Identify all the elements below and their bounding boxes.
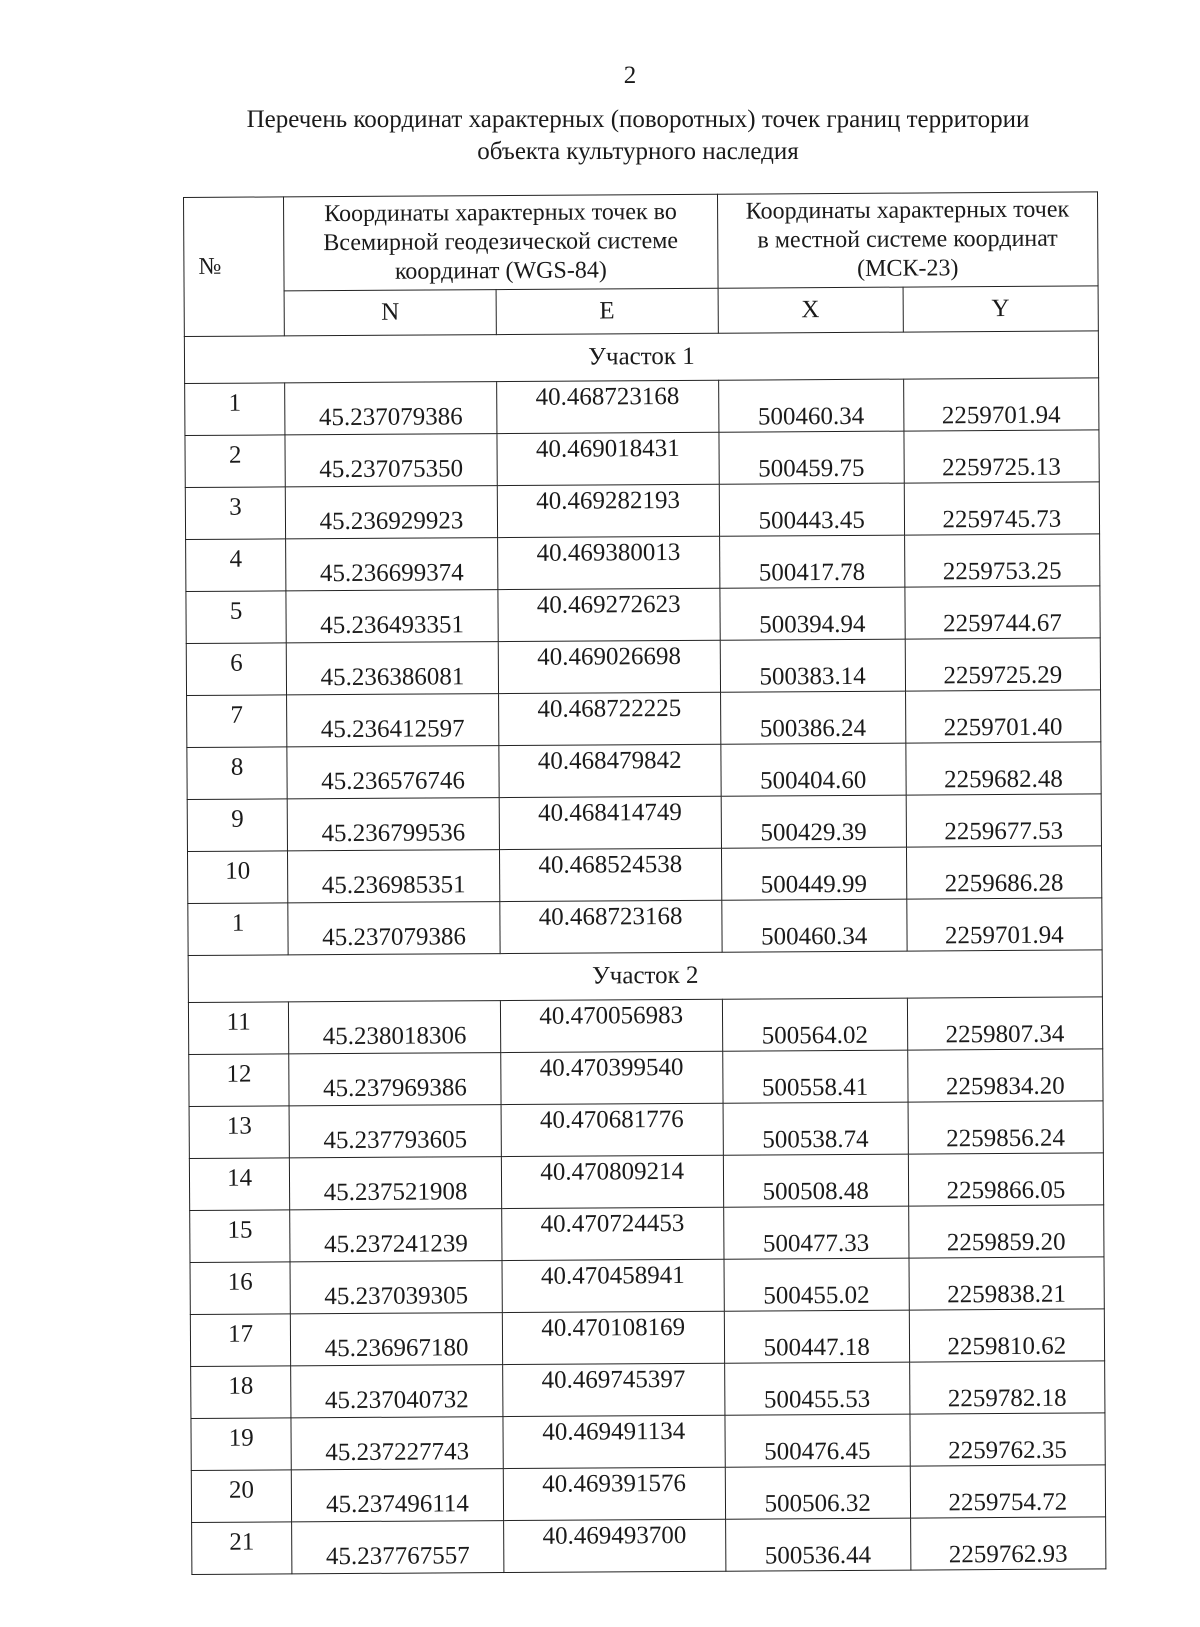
header-e: E	[496, 288, 718, 334]
cell-x: 500383.14	[720, 639, 905, 692]
cell-e: 40.469391576	[503, 1467, 725, 1520]
cell-e: 40.470724453	[501, 1207, 723, 1260]
table-row	[189, 1153, 1103, 1211]
cell-x: 500564.02	[722, 998, 907, 1051]
cell-n: 45.237079386	[285, 382, 497, 435]
cell-x: 500386.24	[720, 691, 905, 744]
table-row	[190, 1205, 1104, 1263]
table-row	[191, 1413, 1105, 1471]
cell-e: 40.468524538	[499, 848, 721, 901]
cell-point-number: 14	[189, 1158, 290, 1211]
cell-e: 40.469493700	[503, 1519, 725, 1572]
cell-e: 40.469380013	[497, 536, 719, 589]
cell-x: 500429.39	[721, 795, 906, 848]
table-row	[186, 586, 1100, 644]
table-row	[186, 638, 1100, 696]
section-title: Участок 1	[184, 331, 1098, 384]
cell-point-number: 3	[185, 487, 286, 540]
cell-y: 2259856.24	[908, 1101, 1104, 1154]
cell-y: 2259810.62	[909, 1309, 1105, 1362]
header-number: №	[184, 197, 285, 337]
cell-point-number: 5	[186, 591, 287, 644]
cell-x: 500476.45	[725, 1414, 910, 1467]
cell-x: 500538.74	[723, 1102, 908, 1155]
section-row	[184, 331, 1098, 384]
cell-x: 500455.53	[724, 1362, 909, 1415]
title-line-2: объекта культурного наследия	[477, 138, 799, 165]
cell-n: 45.237227743	[291, 1417, 503, 1470]
cell-n: 45.237039305	[290, 1261, 502, 1314]
table-body	[184, 331, 1106, 1575]
cell-n: 45.237767557	[292, 1521, 504, 1574]
cell-e: 40.468723168	[496, 380, 718, 433]
section-row	[188, 950, 1102, 1003]
cell-y: 2259866.05	[908, 1153, 1104, 1206]
cell-n: 45.236985351	[288, 850, 500, 903]
cell-y: 2259782.18	[909, 1361, 1105, 1414]
cell-point-number: 7	[187, 695, 288, 748]
cell-n: 45.237241239	[290, 1209, 502, 1262]
cell-e: 40.469026698	[498, 640, 720, 693]
cell-y: 2259754.72	[910, 1465, 1106, 1518]
cell-n: 45.236799536	[287, 798, 499, 851]
cell-n: 45.236576746	[287, 746, 499, 799]
table-row	[189, 1049, 1103, 1107]
cell-y: 2259753.25	[904, 534, 1100, 587]
table-row	[190, 1309, 1104, 1367]
cell-e: 40.468479842	[499, 744, 721, 797]
cell-y: 2259762.93	[910, 1517, 1106, 1570]
cell-y: 2259725.29	[905, 638, 1101, 691]
cell-point-number: 9	[187, 799, 288, 852]
document-title	[168, 104, 1108, 168]
cell-point-number: 1	[188, 903, 289, 956]
header-wgs84: Координаты характерных точек во Всемирной геодезической системе координат (WGS-84)	[284, 194, 718, 291]
cell-e: 40.468414749	[499, 796, 721, 849]
cell-e: 40.470056983	[500, 999, 722, 1052]
cell-y: 2259686.28	[906, 846, 1102, 899]
header-x: X	[718, 287, 903, 333]
cell-e: 40.470108169	[502, 1311, 724, 1364]
cell-e: 40.469745397	[502, 1363, 724, 1416]
cell-x: 500558.41	[722, 1050, 907, 1103]
cell-e: 40.470458941	[502, 1259, 724, 1312]
cell-n: 45.237521908	[290, 1157, 502, 1210]
cell-n: 45.237079386	[288, 902, 500, 955]
cell-x: 500477.33	[723, 1206, 908, 1259]
cell-point-number: 1	[185, 383, 286, 436]
cell-y: 2259682.48	[906, 742, 1102, 795]
cell-x: 500460.34	[718, 379, 903, 432]
cell-x: 500536.44	[725, 1518, 910, 1571]
cell-n: 45.237969386	[289, 1053, 501, 1106]
cell-y: 2259701.94	[903, 378, 1099, 431]
cell-point-number: 8	[187, 747, 288, 800]
table-row	[187, 794, 1101, 852]
cell-e: 40.470681776	[501, 1103, 723, 1156]
cell-x: 500417.78	[719, 535, 904, 588]
cell-point-number: 21	[192, 1522, 293, 1575]
cell-y: 2259838.21	[909, 1257, 1105, 1310]
cell-point-number: 10	[187, 851, 288, 904]
cell-point-number: 19	[191, 1418, 292, 1471]
cell-y: 2259745.73	[904, 482, 1100, 535]
table-row	[185, 378, 1099, 436]
cell-e: 40.469018431	[497, 432, 719, 485]
cell-point-number: 2	[185, 435, 286, 488]
cell-point-number: 15	[190, 1210, 291, 1263]
cell-n: 45.236967180	[291, 1313, 503, 1366]
cell-y: 2259677.53	[906, 794, 1102, 847]
cell-y: 2259859.20	[908, 1205, 1104, 1258]
cell-y: 2259834.20	[907, 1049, 1103, 1102]
cell-e: 40.469282193	[497, 484, 719, 537]
cell-x: 500459.75	[719, 431, 904, 484]
table-row	[186, 534, 1100, 592]
cell-point-number: 12	[189, 1054, 290, 1107]
table-row	[188, 898, 1102, 956]
cell-x: 500449.99	[721, 847, 906, 900]
table-row	[187, 742, 1101, 800]
cell-y: 2259744.67	[905, 586, 1101, 639]
table-row	[191, 1465, 1105, 1523]
cell-e: 40.470399540	[501, 1051, 723, 1104]
cell-y: 2259807.34	[907, 997, 1103, 1050]
cell-n: 45.237075350	[285, 434, 497, 487]
cell-x: 500455.02	[724, 1258, 909, 1311]
cell-point-number: 17	[190, 1314, 291, 1367]
cell-y: 2259762.35	[910, 1413, 1106, 1466]
table-row	[189, 1101, 1103, 1159]
cell-n: 45.237793605	[289, 1105, 501, 1158]
header-y: Y	[903, 286, 1099, 332]
table-row	[192, 1517, 1106, 1575]
cell-y: 2259725.13	[904, 430, 1100, 483]
cell-e: 40.468723168	[500, 900, 722, 953]
cell-n: 45.236386081	[286, 642, 498, 695]
header-msk23: Координаты характерных точек в местной системе координат (МСК-23)	[717, 192, 1098, 288]
cell-n: 45.237496114	[291, 1469, 503, 1522]
cell-point-number: 18	[191, 1366, 292, 1419]
cell-point-number: 20	[191, 1470, 292, 1523]
cell-x: 500506.32	[725, 1466, 910, 1519]
title-line-1: Перечень координат характерных (поворотных) точек границ территории	[246, 106, 1030, 133]
table-row	[187, 846, 1101, 904]
cell-e: 40.469272623	[498, 588, 720, 641]
cell-x: 500508.48	[723, 1154, 908, 1207]
cell-point-number: 6	[186, 643, 287, 696]
cell-x: 500394.94	[720, 587, 905, 640]
cell-n: 45.237040732	[291, 1365, 503, 1418]
cell-n: 45.236493351	[286, 590, 498, 643]
table-row	[185, 430, 1099, 488]
cell-x: 500447.18	[724, 1310, 909, 1363]
table-row	[190, 1257, 1104, 1315]
page-number: 2	[623, 62, 637, 89]
section-title: Участок 2	[188, 950, 1102, 1003]
cell-n: 45.236699374	[286, 538, 498, 591]
cell-y: 2259701.94	[907, 898, 1103, 951]
coordinates-table	[183, 191, 1106, 1575]
cell-n: 45.238018306	[289, 1001, 501, 1054]
cell-e: 40.468722225	[498, 692, 720, 745]
cell-y: 2259701.40	[905, 690, 1101, 743]
cell-x: 500404.60	[721, 743, 906, 796]
cell-e: 40.469491134	[503, 1415, 725, 1468]
header-n: N	[284, 290, 496, 336]
table-row	[185, 482, 1099, 540]
table-row	[188, 997, 1102, 1055]
cell-point-number: 11	[188, 1002, 289, 1055]
cell-n: 45.236929923	[285, 486, 497, 539]
cell-point-number: 4	[186, 539, 287, 592]
table-row	[187, 690, 1101, 748]
cell-x: 500443.45	[719, 483, 904, 536]
cell-point-number: 16	[190, 1262, 291, 1315]
cell-point-number: 13	[189, 1106, 290, 1159]
cell-n: 45.236412597	[287, 694, 499, 747]
cell-x: 500460.34	[721, 899, 906, 952]
table-row	[191, 1361, 1105, 1419]
cell-e: 40.470809214	[501, 1155, 723, 1208]
